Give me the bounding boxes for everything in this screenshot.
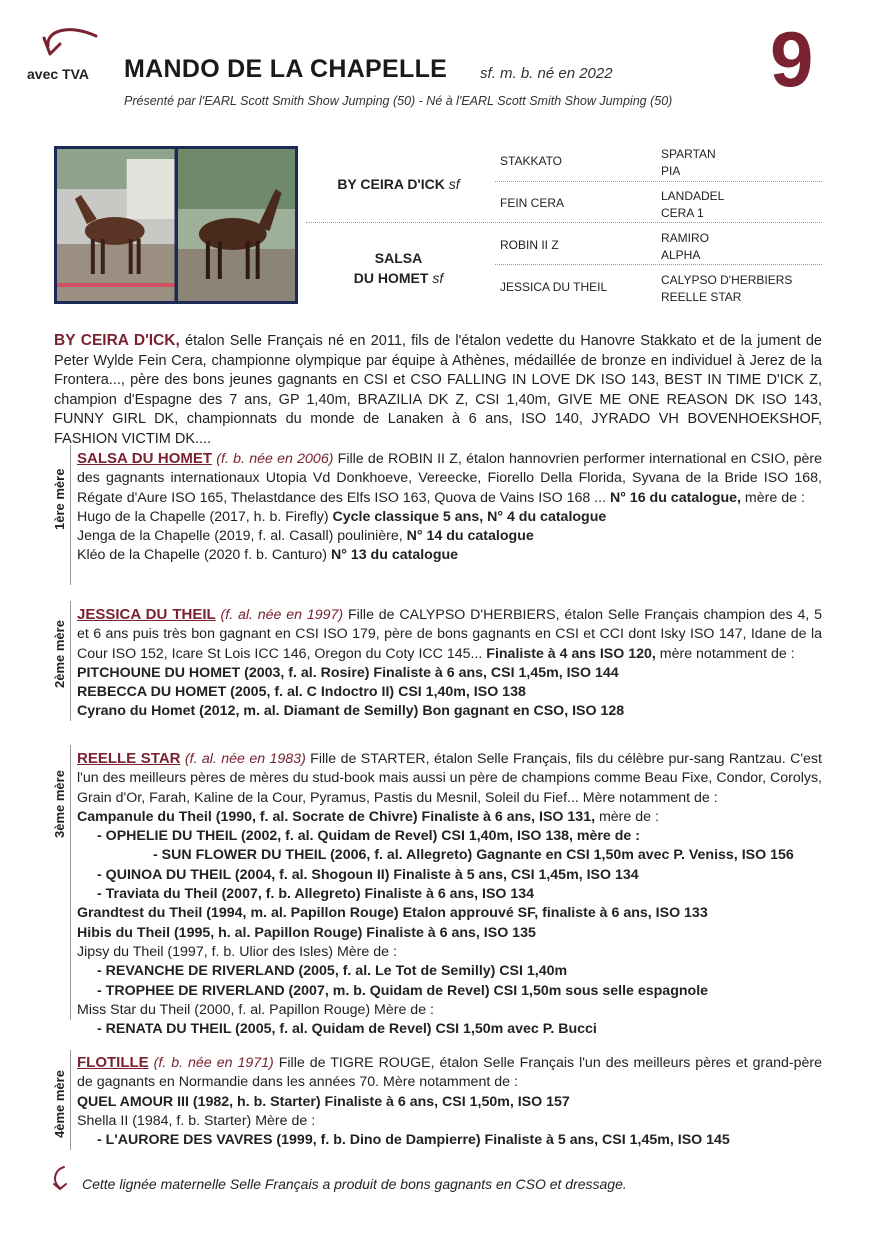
ggp-4 [661, 272, 792, 306]
ggp-name: ALPHA [661, 248, 701, 262]
ggp-name: SPARTAN [661, 147, 716, 161]
horse-photo-right [178, 149, 296, 301]
dam-2-info: (f. al. née en 1997) [220, 607, 344, 623]
sire-description-name: BY CEIRA D'ICK, [54, 332, 180, 349]
offspring-line: - REVANCHE DE RIVERLAND (2005, f. al. Le Tot de Semilly) CSI 1,40m [97, 963, 568, 980]
dam-1-section [77, 449, 822, 566]
dam-1-catalogue: N° 16 du catalogue, [609, 489, 741, 506]
offspring-line: Shella II (1984, f. b. Starter) Mère de : [77, 1112, 316, 1129]
curved-arrow-icon [40, 22, 102, 62]
lot-number: 9 [770, 15, 814, 103]
offspring-line: QUEL AMOUR III (1982, h. b. Starter) Finaliste à 6 ans, CSI 1,50m, ISO 157 [77, 1093, 570, 1110]
pedigree-sire [306, 176, 491, 192]
horse-name: MANDO DE LA CHAPELLE [124, 55, 448, 83]
curved-arrow-icon [50, 1164, 74, 1192]
offspring-line: - RENATA DU THEIL (2005, f. al. Quidam de Revel) CSI 1,50m avec P. Bucci [97, 1021, 597, 1038]
pedigree-dotline [495, 264, 822, 265]
offspring-line: Miss Star du Theil (2000, f. al. Papillon Rouge) Mère de : [77, 1001, 434, 1018]
offspring-bold: N° 14 du catalogue [406, 528, 534, 545]
ggp-name: CALYPSO D'HERBIERS [661, 273, 793, 287]
horse-photo-left [57, 149, 175, 301]
offspring-line: Jenga de la Chapelle (2019, f. al. Casall) poulinière, [77, 528, 407, 545]
dam-2-name: JESSICA DU THEIL [77, 606, 216, 623]
footer-note: Cette lignée maternelle Selle Français a produit de bons gagnants en CSO et dressage. [82, 1176, 627, 1192]
rank-label-4: 4ème mère [52, 1070, 67, 1138]
offspring-bold: N° 13 du catalogue [330, 547, 459, 564]
gp-3: ROBIN II Z [500, 238, 559, 252]
ggp-name: LANDADEL [661, 189, 725, 203]
dam-1-info: (f. b. née en 2006) [216, 451, 334, 467]
dam-name-line2: DU HOMET [353, 270, 429, 286]
gp-1: STAKKATO [500, 154, 563, 168]
sire-description [54, 331, 822, 450]
rank-label-3: 3ème mère [52, 770, 67, 838]
ggp-name: CERA 1 [661, 206, 704, 220]
dam-2-text-end: mère notamment de : [655, 645, 795, 662]
gp-4: JESSICA DU THEIL [500, 280, 608, 294]
ggp-1 [661, 146, 716, 180]
offspring-line: - SUN FLOWER DU THEIL (2006, f. al. Allegreto) Gagnante en CSI 1,50m avec P. Veniss, ISO 156 [153, 847, 794, 864]
rank-label-2: 2ème mère [52, 620, 67, 688]
gp-2: FEIN CERA [500, 196, 565, 210]
offspring-line: - TROPHEE DE RIVERLAND (2007, m. b. Quidam de Revel) CSI 1,50m sous selle espagnole [97, 982, 709, 999]
section-line [70, 445, 71, 585]
ggp-name: PIA [661, 164, 681, 178]
pedigree-divider [306, 222, 822, 223]
offspring-bold: Cycle classique 5 ans, N° 4 du catalogue [332, 508, 607, 525]
sire-name: BY CEIRA D'ICK [337, 176, 445, 192]
offspring-line: Hugo de la Chapelle (2017, h. b. Firefly) [77, 508, 333, 525]
horse-description: sf. m. b. né en 2022 [480, 65, 613, 82]
offspring-line: REBECCA DU HOMET (2005, f. al. C Indoctro II) CSI 1,40m, ISO 138 [77, 684, 526, 701]
presenter-line: Présenté par l'EARL Scott Smith Show Jumping (50) - Né à l'EARL Scott Smith Show Jumping (50) [124, 94, 673, 108]
dam-2-section [77, 605, 822, 722]
ggp-name: REELLE STAR [661, 290, 742, 304]
rank-label-1: 1ère mère [52, 468, 67, 530]
ggp-name: RAMIRO [661, 231, 709, 245]
dam-3-name: REELLE STAR [77, 750, 181, 767]
dam-2-text: Fille de CALYPSO D'HERBIERS, étalon Selle Français champion des 4, 5 et 6 ans puis très bon gagnant en CSI ISO 179, père de bons gagnants en CSI et CCI dont Isky ISO 147, Idane de la Cour ISO 152, Icare St Lois ICC 146, Oregon du Coty ICC 145... [77, 607, 822, 662]
dam-name-line1: SALSA [374, 250, 423, 266]
section-line [70, 601, 71, 721]
offspring-line: PITCHOUNE DU HOMET (2003, f. al. Rosire) Finaliste à 6 ans, CSI 1,45m, ISO 144 [77, 664, 619, 681]
dam-4-section [77, 1053, 822, 1150]
dam-4-text: Fille de TIGRE ROUGE, étalon Selle Français l'un des meilleurs pères et grand-père de gagnants en Normandie dans les années 70. Mère notamment de : [77, 1055, 822, 1091]
pedigree-dam [306, 248, 491, 288]
dam-1-name: SALSA DU HOMET [77, 450, 213, 467]
dam-studbook: sf [432, 270, 444, 286]
offspring-line: Hibis du Theil (1995, h. al. Papillon Rouge) Finaliste à 6 ans, ISO 135 [77, 924, 536, 941]
dam-3-text: Fille de STARTER, étalon Selle Français, fils du célèbre pur-sang Rantzau. C'est l'un des meilleurs pères de mères du stud-book mais aussi un père de champions comme Beau Fixe, Condor, Corolys, Grain d'Or, Farah, Kaline de la Cour, Pyramus, Pastis du Mesnil, Soleil du Fief... Mère notamment de : [77, 751, 822, 806]
offspring-line: Jipsy du Theil (1997, f. b. Ulior des Isles) Mère de : [77, 943, 397, 960]
horse-photos [54, 146, 298, 304]
offspring-line: - L'AURORE DES VAVRES (1999, f. b. Dino de Dampierre) Finaliste à 5 ans, CSI 1,45m, ISO 145 [97, 1132, 730, 1149]
ggp-2 [661, 188, 724, 222]
section-line [70, 1050, 71, 1150]
dam-2-perf: Finaliste à 4 ans ISO 120, [486, 645, 656, 662]
pedigree-dotline [495, 181, 822, 182]
offspring-line: - QUINOA DU THEIL (2004, f. al. Shogoun II) Finaliste à 5 ans, CSI 1,45m, ISO 134 [97, 866, 639, 883]
dam-4-name: FLOTILLE [77, 1054, 149, 1071]
dam-3-info: (f. al. née en 1983) [184, 751, 306, 767]
offspring-line: - Traviata du Theil (2007, f. b. Allegreto) Finaliste à 6 ans, ISO 134 [97, 886, 535, 903]
offspring-line: Kléo de la Chapelle (2020 f. b. Canturo) [77, 547, 331, 564]
offspring-line: Grandtest du Theil (1994, m. al. Papillon Rouge) Etalon approuvé SF, finaliste à 6 ans, ISO 133 [77, 905, 708, 922]
sire-description-body: étalon Selle Français né en 2011, fils de l'étalon vedette du Hanovre Stakkato et de la jument de Peter Wylde Fein Cera, championne olympique par équipe à Athènes, médaillée de bronze en individuel à Jerez de la Frontera..., père des bons jeunes gagnants en CSI et CSO FALLING IN LOVE DK ISO 143, BEST IN TIME D'ICK Z, champion d'Espagne des 7 ans, GP 1,40m, BRAZILIA DK Z, CSI 1,40m, GIVE ME ONE REASON DK ISO 143, FUNNY GIRL DK, championnats du monde de Lanaken à 6 ans, ISO 140, JYRADO VH BOVENHOEKSHOF, FASHION VICTIM DK.... [54, 333, 822, 447]
tva-label: avec TVA [27, 66, 89, 82]
offspring-line: Cyrano du Homet (2012, m. al. Diamant de Semilly) Bon gagnant en CSO, ISO 128 [77, 703, 625, 720]
offspring-line: - OPHELIE DU THEIL (2002, f. al. Quidam de Revel) CSI 1,40m, ISO 138, mère de : [97, 828, 640, 845]
offspring-line: Campanule du Theil (1990, f. al. Socrate de Chivre) Finaliste à 6 ans, ISO 131, [77, 808, 596, 825]
dam-1-text: Fille de ROBIN II Z, étalon hannovrien performer international en CSIO, père des gagnants internationaux Utopia Vd Donkhoeve, Vereecke, Fiorello Della Florida, Syvana de la Bride ISO 168, Régate d'Aure ISO 165, Thelastdance des Elfs ISO 163, Quova de Vains ISO 168 ... [77, 451, 822, 506]
dam-3-section [77, 749, 822, 1039]
sire-studbook: sf [448, 176, 460, 192]
dam-1-text-end: mère de : [740, 489, 805, 506]
dam-4-info: (f. b. née en 1971) [153, 1055, 274, 1071]
offspring-line-end: mère de : [595, 808, 659, 825]
section-line [70, 745, 71, 1020]
ggp-3 [661, 230, 709, 264]
